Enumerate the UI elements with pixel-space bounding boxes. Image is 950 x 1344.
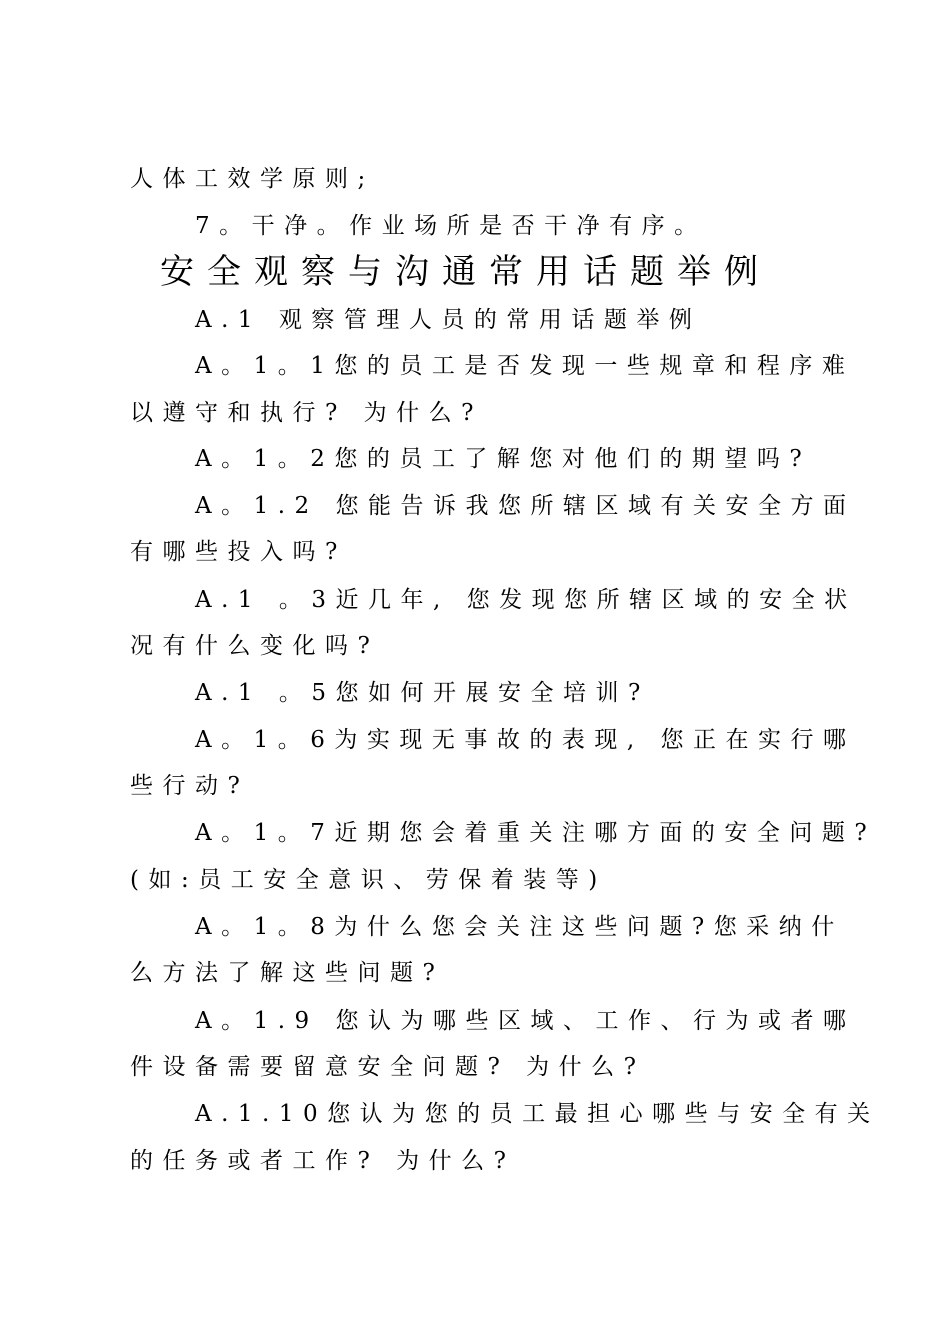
question-item: A。1。8为什么您会关注这些问题?您采纳什 <box>195 914 844 940</box>
question-item-continued: (如:员工安全意识、劳保着装等) <box>130 867 607 893</box>
question-item-continued: 么方法了解这些问题? <box>130 960 445 986</box>
section-heading: 安全观察与沟通常用话题举例 <box>160 252 771 292</box>
question-item-continued: 件设备需要留意安全问题? 为什么? <box>130 1054 646 1080</box>
question-item-continued: 有哪些投入吗? <box>130 539 347 565</box>
paragraph-line: 人体工效学原则; <box>130 166 375 192</box>
paragraph-line: 7。干净。作业场所是否干净有序。 <box>195 213 707 239</box>
question-item-continued: 的任务或者工作? 为什么? <box>130 1148 516 1174</box>
question-item: A.1 。5您如何开展安全培训? <box>195 680 650 706</box>
question-item: A。1。2您的员工了解您对他们的期望吗? <box>195 446 812 472</box>
question-item: A。1。6为实现无事故的表现, 您正在实行哪 <box>195 727 856 753</box>
subsection-heading: A.1 观察管理人员的常用话题举例 <box>195 307 702 333</box>
question-item-continued: 以遵守和执行? 为什么? <box>130 400 483 426</box>
question-item-continued: 些行动? <box>130 773 250 799</box>
question-item: A。1.9 您认为哪些区域、工作、行为或者哪 <box>195 1008 856 1034</box>
question-item: A。1。1您的员工是否发现一些规章和程序难 <box>195 353 855 379</box>
question-item: A。1。7近期您会着重关注哪方面的安全问题? <box>195 820 877 846</box>
question-item: A.1.10您认为您的员工最担心哪些与安全有关 <box>195 1101 880 1127</box>
question-item: A。1.2 您能告诉我您所辖区域有关安全方面 <box>195 493 856 519</box>
question-item: A.1 。3近几年, 您发现您所辖区域的安全状 <box>195 587 857 613</box>
question-item-continued: 况有什么变化吗? <box>130 633 380 659</box>
